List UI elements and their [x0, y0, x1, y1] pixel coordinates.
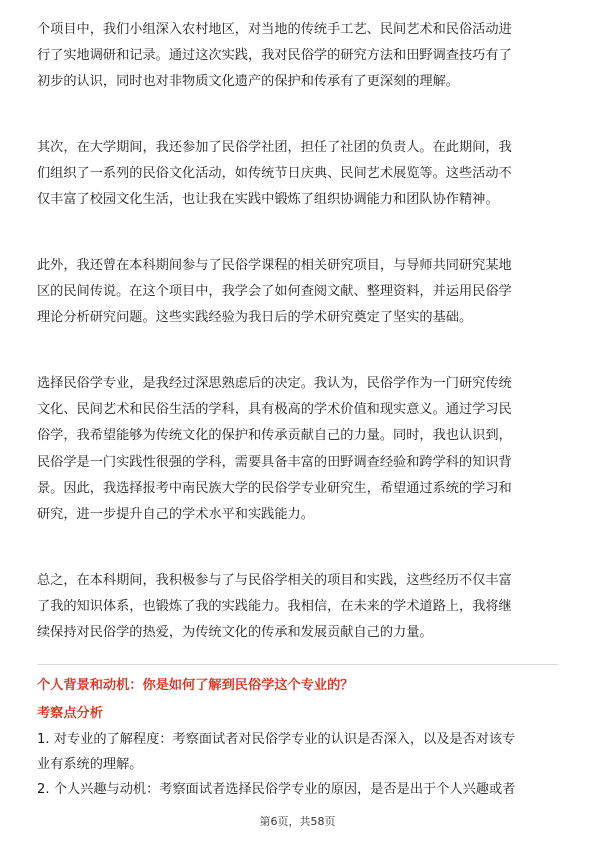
text-line: 其次，在大学期间，我还参加了民俗学社团，担任了社团的负责人。在此期间，我 — [37, 140, 512, 155]
analysis-item-line: 1. 对专业的了解程度：考察面试者对民俗学专业的认识是否深入，以及是否对该专 — [37, 732, 516, 747]
analysis-list — [37, 727, 558, 802]
paragraph-motivation — [37, 371, 557, 528]
text-line: 行了实地调研和记录。通过这次实践，我对民俗学的研究方法和田野调查技巧有了 — [37, 48, 512, 64]
text-line: 理论分析研究问题。这些实践经验为我日后的学术研究奠定了坚实的基础。 — [37, 310, 473, 326]
page-number-footer: 第6页，共58页 — [259, 815, 336, 828]
text-line: 初步的认识，同时也对非物质文化遗产的保护和传承有了更深刻的理解。 — [37, 74, 459, 90]
analysis-item-line: 业有系统的理解。 — [37, 757, 143, 772]
text-line: 续保持对民俗学的热爱，为传统文化的传承和发展贡献自己的力量。 — [37, 625, 433, 641]
text-line: 民俗学是一门实践性很强的学科，需要具备丰富的田野调查经验和跨学科的知识背 — [37, 454, 512, 470]
text-line: 们组织了一系列的民俗文化活动，如传统节日庆典、民间艺术展览等。这些活动不 — [37, 166, 512, 182]
section-divider — [37, 664, 558, 665]
interview-question: 个人背景和动机：你是如何了解到民俗学这个专业的？ — [37, 678, 354, 693]
text-line: 文化、民间艺术和民俗生活的学科，具有极高的学术价值和现实意义。通过学习民 — [37, 402, 512, 418]
text-line: 景。因此，我选择报考中南民族大学的民俗学专业研究生，希望通过系统的学习和 — [37, 480, 512, 496]
paragraph-project-fieldwork — [37, 17, 557, 96]
text-line: 俗学，我希望能够为传统文化的保护和传承贡献自己的力量。同时，我也认识到， — [37, 428, 512, 444]
text-line: 了我的知识体系，也锻炼了我的实践能力。我相信，在未来的学术道路上，我将继 — [37, 599, 512, 615]
analysis-item-line: 2. 个人兴趣与动机：考察面试者选择民俗学专业的原因，是否是出于个人兴趣或者 — [37, 782, 516, 797]
section-heading-analysis: 考察点分析 — [37, 706, 103, 721]
text-line: 仅丰富了校园文化生活，也让我在实践中锻炼了组织协调能力和团队协作精神。 — [37, 192, 499, 208]
text-line: 此外，我还曾在本科期间参与了民俗学课程的相关研究项目，与导师共同研究某地 — [37, 258, 512, 273]
paragraph-club — [37, 135, 557, 214]
paragraph-research-project — [37, 253, 557, 332]
paragraph-conclusion — [37, 568, 557, 647]
text-line: 研究，进一步提升自己的学术水平和实践能力。 — [37, 506, 314, 522]
text-line: 选择民俗学专业，是我经过深思熟虑后的决定。我认为，民俗学作为一门研究传统 — [37, 376, 512, 391]
text-line: 总之，在本科期间，我积极参与了与民俗学相关的项目和实践，这些经历不仅丰富 — [37, 573, 512, 588]
text-line: 个项目中，我们小组深入农村地区，对当地的传统手工艺、民间艺术和民俗活动进 — [37, 22, 512, 37]
text-line: 区的民间传说。在这个项目中，我学会了如何查阅文献、整理资料，并运用民俗学 — [37, 284, 512, 300]
